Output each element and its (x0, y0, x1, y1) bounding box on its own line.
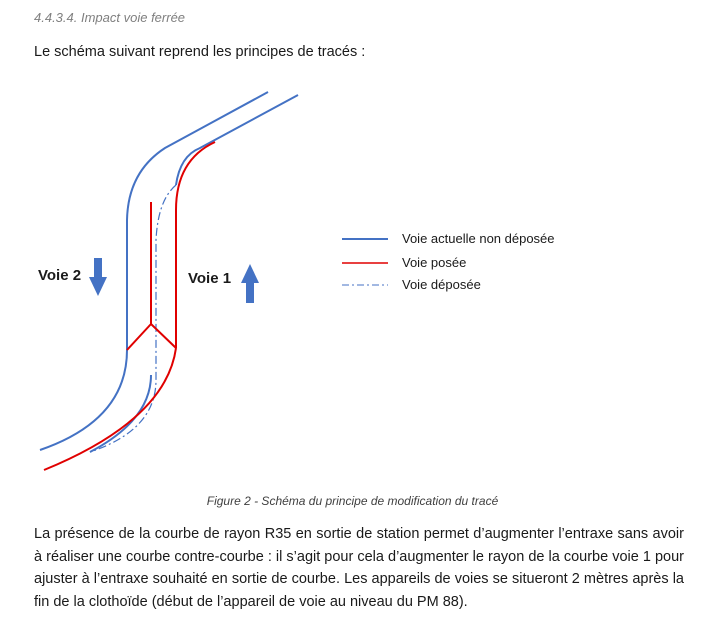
figure-caption: Figure 2 - Schéma du principe de modification du tracé (206, 494, 499, 508)
new-track-outer (176, 142, 215, 348)
existing-track-outer-top (127, 92, 268, 350)
label-voie2: Voie 2 (38, 267, 82, 284)
new-track (44, 142, 215, 470)
arrow-up-icon (241, 264, 259, 303)
new-track-bottom (44, 348, 176, 470)
arrow-down-icon (89, 258, 107, 296)
legend-label-existing: Voie actuelle non déposée (402, 231, 555, 246)
intro-text: Le schéma suivant reprend les principes de tracés : (34, 44, 366, 60)
body-paragraph: La présence de la courbe de rayon R35 en sortie de station permet d’augmenter l’entraxe sans avoir à réaliser une courbe contre-courbe : il s’agit pour cela d’augmenter le rayon de la courbe voie 1 pour ajuster à l’entraxe souhaité en sortie de courbe. Les appareils de voies se situeront 2 mètres après la fin de la clothoïde (début de l’appareil de voie au niveau du PM 88). (34, 526, 684, 610)
existing-track-outer-bottom (40, 350, 127, 450)
new-track-switch-right (151, 324, 176, 348)
legend (342, 231, 555, 292)
legend-label-removed: Voie déposée (402, 277, 481, 292)
legend-label-new: Voie posée (402, 255, 467, 270)
label-voie1: Voie 1 (188, 270, 232, 287)
section-heading: 4.4.3.4. Impact voie ferrée (34, 10, 186, 25)
track-diagram (0, 80, 705, 490)
new-track-switch-left (127, 324, 151, 350)
